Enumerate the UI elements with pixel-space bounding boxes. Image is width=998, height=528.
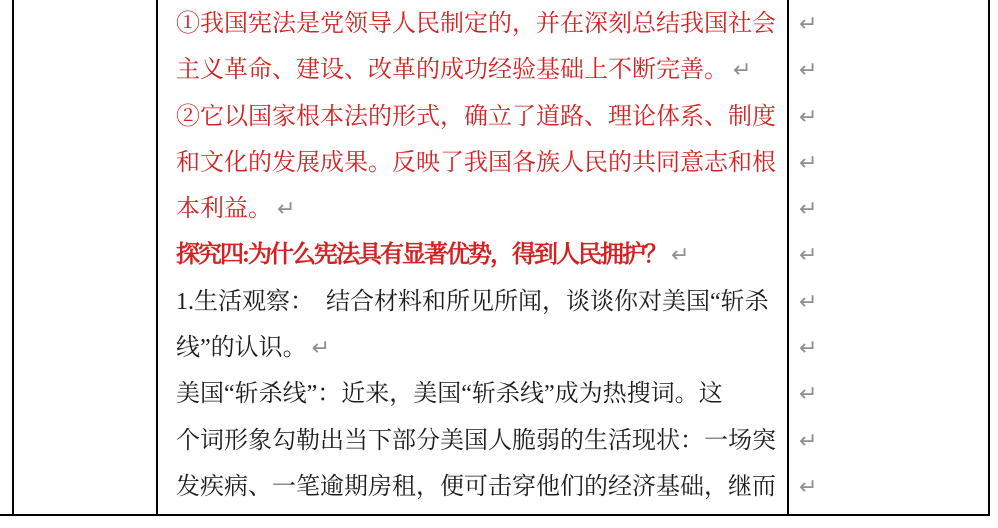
paragraph-mark-icon: ↵ xyxy=(799,289,818,315)
text-line xyxy=(176,186,782,232)
text-line-text: 和文化的发展成果。反映了我国各族人民的共同意志和根 xyxy=(176,149,776,176)
text-line-text: 主义革命、建设、改革的成功经验基础上不断完善。 xyxy=(176,57,728,84)
paragraph-mark-icon: ↵ xyxy=(799,382,818,408)
text-line xyxy=(176,418,782,464)
table-border-right xyxy=(988,0,990,516)
text-line-text: 本利益。 xyxy=(176,196,272,223)
text-line-text: 美国“斩杀线”：近来，美国“斩杀线”成为热搜词。这 xyxy=(176,381,723,408)
text-line xyxy=(176,140,782,186)
empty-paragraph-row xyxy=(799,418,979,464)
table-cell-marks xyxy=(799,1,979,510)
text-line xyxy=(176,47,782,93)
text-line xyxy=(176,279,782,325)
paragraph-mark-icon: ↵ xyxy=(799,104,818,130)
text-line xyxy=(176,1,782,47)
paragraph-mark-icon: ↵ xyxy=(799,58,818,84)
text-line xyxy=(176,94,782,140)
paragraph-mark-icon: ↵ xyxy=(277,197,296,223)
paragraph-mark-icon: ↵ xyxy=(733,58,752,84)
column-divider-2 xyxy=(787,0,789,516)
text-line-text: 线”的认识。 xyxy=(176,335,307,362)
paragraph-mark-icon: ↵ xyxy=(671,243,690,269)
text-line xyxy=(176,325,782,371)
text-line-text: 探究四:为什么宪法具有显著优势，得到人民拥护？ xyxy=(176,242,666,269)
paragraph-mark-icon: ↵ xyxy=(799,336,818,362)
paragraph-mark-icon: ↵ xyxy=(799,428,818,454)
text-line-text: 发疾病、一笔逾期房租，便可击穿他们的经济基础，继而 xyxy=(176,473,776,500)
empty-paragraph-row xyxy=(799,371,979,417)
empty-paragraph-row xyxy=(799,232,979,278)
empty-paragraph-row xyxy=(799,325,979,371)
empty-paragraph-row xyxy=(799,140,979,186)
paragraph-mark-icon: ↵ xyxy=(799,474,818,500)
paragraph-mark-icon: ↵ xyxy=(311,336,331,362)
paragraph-mark-icon: ↵ xyxy=(799,197,818,223)
text-line-text: 1.生活观察： 结合材料和所见所闻，谈谈你对美国“斩杀 xyxy=(176,288,769,315)
empty-paragraph-row xyxy=(799,94,979,140)
empty-paragraph-row xyxy=(799,47,979,93)
empty-paragraph-row xyxy=(799,1,979,47)
text-line xyxy=(176,464,782,510)
empty-paragraph-row xyxy=(799,186,979,232)
empty-paragraph-row xyxy=(799,279,979,325)
text-line-text: ①我国宪法是党领导人民制定的，并在深刻总结我国社会 xyxy=(176,11,776,37)
text-line-heading xyxy=(176,232,782,278)
table-border-bottom xyxy=(0,514,990,516)
text-line xyxy=(176,371,782,417)
text-line-text: ②它以国家根本法的形式，确立了道路、理论体系、制度 xyxy=(176,103,776,130)
table-cell-empty xyxy=(14,0,156,514)
text-line-text: 个词形象勾勒出当下部分美国人脆弱的生活现状：一场突 xyxy=(176,427,776,454)
table-cell-content xyxy=(176,1,782,510)
paragraph-mark-icon: ↵ xyxy=(799,243,818,269)
empty-paragraph-row xyxy=(799,464,979,510)
paragraph-mark-icon: ↵ xyxy=(799,150,818,176)
paragraph-mark-icon: ↵ xyxy=(799,12,818,37)
column-divider-1 xyxy=(156,0,158,516)
